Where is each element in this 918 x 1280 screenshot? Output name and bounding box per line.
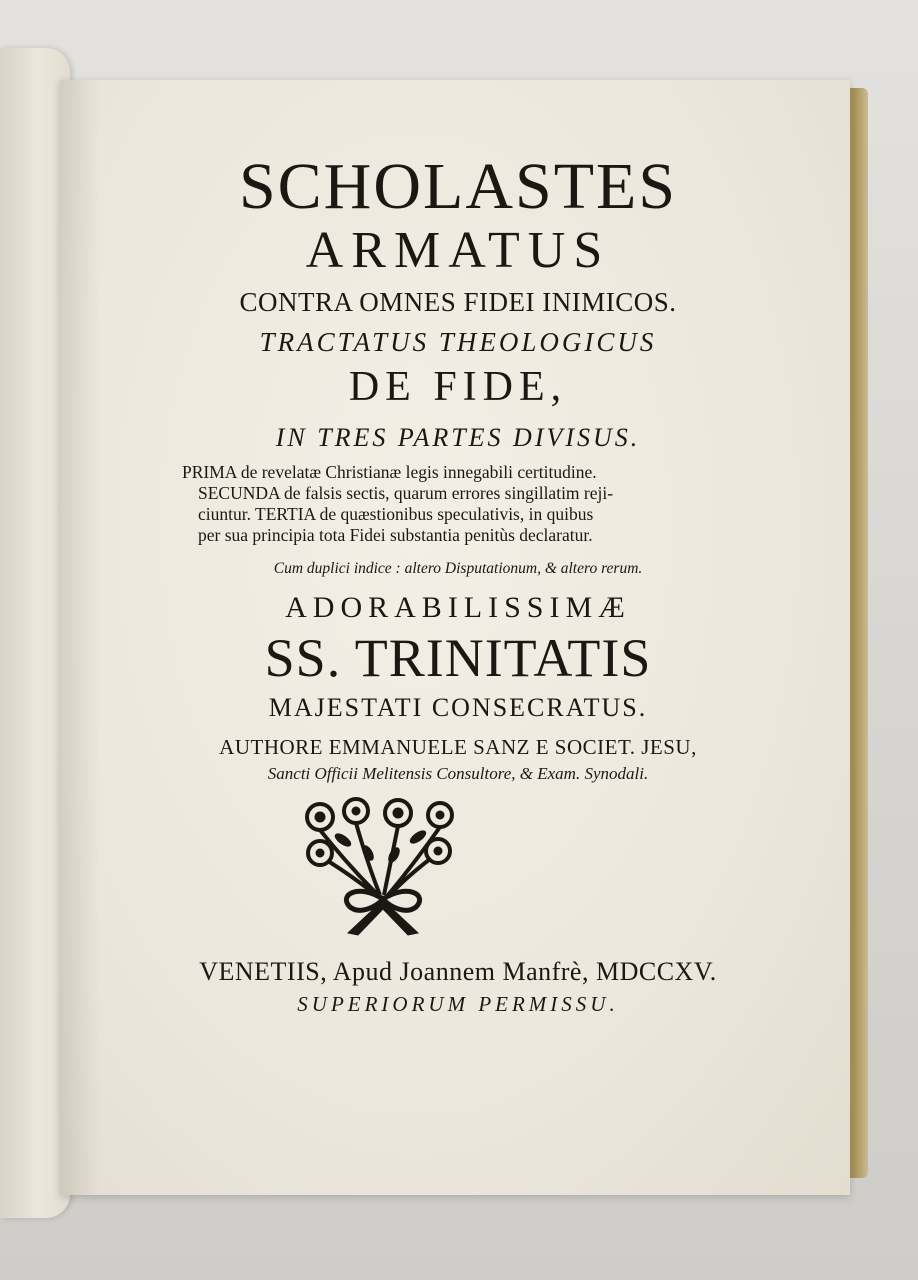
flower-icon [428, 803, 452, 827]
title-page-text [88, 150, 828, 786]
description-line: SECUNDA de falsis sectis, quarum errores singillatim reji- [198, 483, 614, 503]
author-line: AUTHORE EMMANUELE SANZ E SOCIET. JESU, [219, 735, 697, 759]
divisus-line: IN TRES PARTES DIVISUS. [275, 423, 641, 452]
title-line-2: ARMATUS [305, 222, 611, 279]
description-line: per sua principia tota Fidei substantia penitùs declaratur. [198, 525, 593, 545]
index-note: Cum duplici indice : altero Disputationum, & altero rerum. [273, 560, 643, 577]
imprint [88, 955, 828, 1019]
imprint-line-2: SUPERIORUM PERMISSU. [297, 992, 619, 1016]
dedication-line-1: ADORABILISSIMÆ [285, 591, 631, 624]
tractatus-line: TRACTATUS THEOLOGICUS [259, 327, 657, 357]
subtitle: CONTRA OMNES FIDEI INIMICOS. [239, 287, 677, 317]
author-titles: Sancti Officii Melitensis Consultore, & Exam. Synodali. [267, 764, 649, 783]
title-line-1: SCHOLASTES [238, 150, 678, 223]
imprint-line-1: VENETIIS, Apud Joannem Manfrè, MDCCXV. [199, 957, 717, 986]
description-line: ciuntur. TERTIA de quæstionibus speculativis, in quibus [198, 504, 594, 524]
de-fide-line: DE FIDE, [348, 364, 568, 410]
description-line: PRIMA de revelatæ Christianæ legis innegabili certitudine. [182, 462, 597, 482]
flower-icon [344, 799, 368, 823]
floral-bouquet-woodcut-icon [298, 795, 468, 940]
flower-icon [385, 800, 411, 826]
dedication-line-2: SS. TRINITATIS [264, 628, 652, 688]
dedication-line-3: MAJESTATI CONSECRATUS. [268, 693, 648, 722]
description-paragraph [182, 462, 734, 546]
flower-icon [307, 804, 333, 830]
